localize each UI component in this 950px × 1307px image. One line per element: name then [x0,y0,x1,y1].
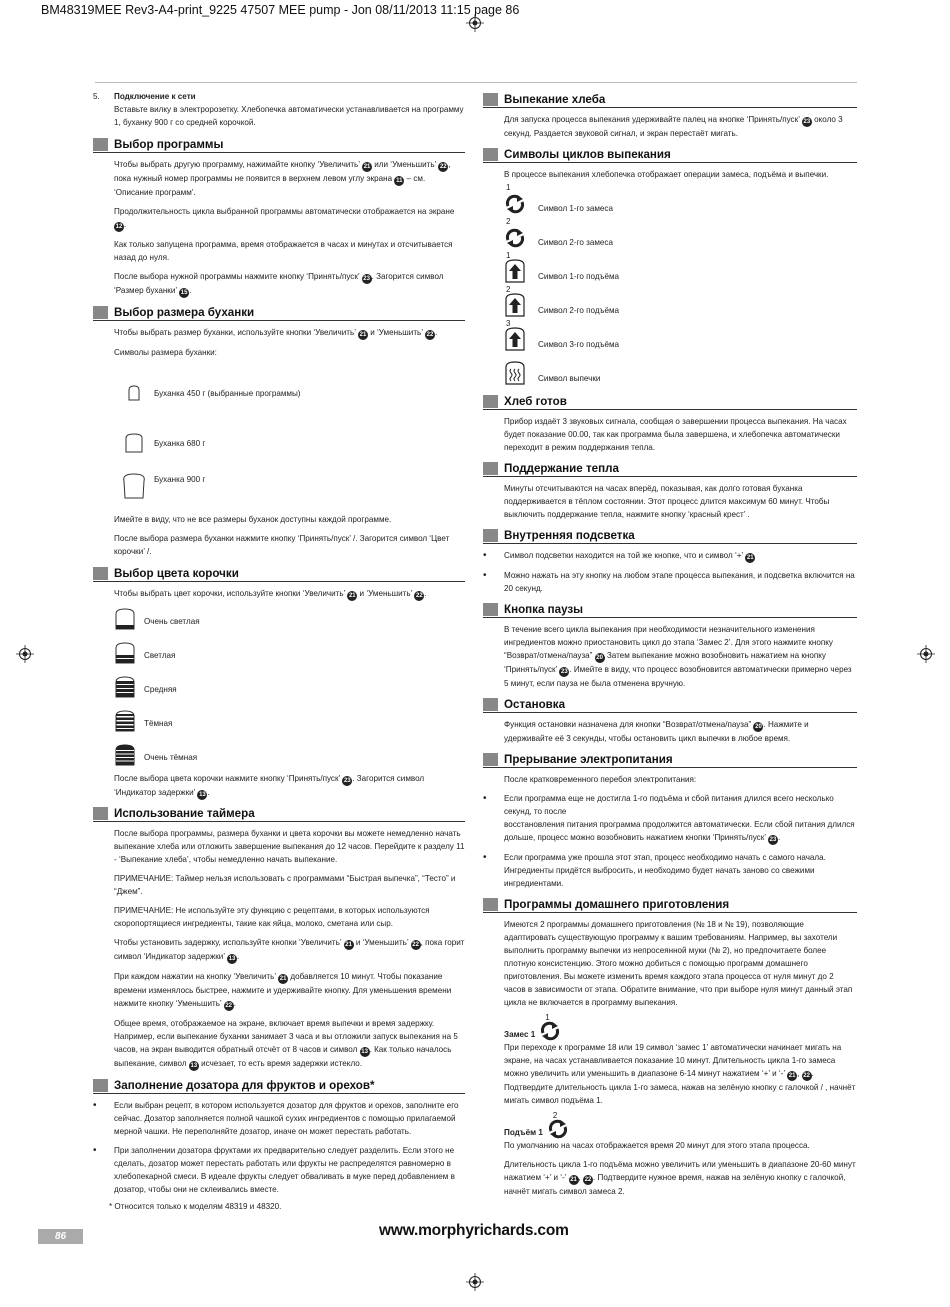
loaf-size-label: Буханка 450 г (выбранные программы) [154,388,301,398]
paragraph: Имейте в виду, что не все размеры буханок доступны каждой программе. [114,515,392,524]
paragraph: Для запуска процесса выпекания удерживайте палец на кнопке ‘Принять/пуск’ 23 около 3 секунд. Раздается звуковой сигнал, и экран перестаёт мигать. [504,115,843,138]
badge-plus: 21 [359,332,367,338]
cycle-symbol-row [483,319,857,353]
badge-minus: 22 [426,332,434,338]
section-heading-loaf: Выбор размера буханки [93,305,465,321]
badge-plus: 21 [345,942,352,948]
cycle-symbol-row [483,285,857,319]
registration-mark-icon [466,14,484,32]
loaf-small-icon [127,385,141,401]
badge-minus: 22 [439,164,447,170]
paragraph: В процессе выпекания хлебопечка отображает операции замеса, подъёма и выпечки. [504,170,829,179]
section-home [483,918,857,1198]
paragraph: При переходе к программе 18 или 19 символ ‘замес 1’ автоматически начинает мигать на экране, на часах устанавливается показание 10 минут. Длительность цикла 1-го замеса можно увеличить или уменьшить в диапазоне 6-14 минут нажатием ‘+’ и ‘-’ 21 , 22 . [504,1043,842,1079]
paragraph: После выбора программы, размера буханки и цвета корочки вы можете немедленно начать выпекание хлеба или отложить завершение выпекания до 12 часов. Перейдите к разделу 11 - ‘Выпекание хлеба’, чтобы немедленно начать выпекание. [114,829,465,864]
paragraph: Чтобы выбрать размер буханки, используйте кнопки ‘Увеличить’ 21 и ‘Уменьшить’ 22 . [114,328,438,338]
badge-program-no: 11 [396,178,403,184]
cycle-number: 1 [545,1013,550,1022]
section-stop [483,718,857,745]
subheading: Подъём 1 [504,1128,543,1137]
crust-dark-icon [114,710,136,732]
crust-row [93,706,465,740]
bullet-item: • Если выбран рецепт, в котором используется дозатор для фруктов и орехов, заполните его сейчас. Дозатор заполняется полной чашкой сухих ингредиентов с помощью прилагаемой мерной чашки. Не переполняйте дозатор, иначе он может перестать работать. [93,1099,465,1138]
paragraph: Как только запущена программа, время отображается в часах и минутах и отсчитывается назад до нуля. [114,240,453,262]
paragraph: Прибор издаёт 3 звуковых сигнала, сообщая о завершении процесса выпекания. На часах будет показание 00.00, так как программа была завершена, и хлебопечка автоматически переходит в режим поддержания тепла. [504,417,847,452]
badge-delay: 13 [190,1063,198,1069]
badge-plus: 21 [363,164,371,170]
knead-icon [539,1021,561,1041]
badge-plus: 21 [279,976,287,982]
section-heading-baking: Выпекание хлеба [483,92,857,108]
crust-label: Средняя [144,684,177,694]
section-heading-cycles: Символы циклов выпекания [483,147,857,163]
badge-pause: 20 [596,655,603,661]
website-url: www.morphyrichards.com [379,1222,569,1239]
paragraph: Имеются 2 программы домашнего приготовления (№ 18 и № 19), позволяющие адаптировать существующую программу к вашим требованиям. Например, вы захотели выполнить программу выпечки из непросеянной муки (№ 2), но предпочитаете более плотную консистенцию. Этого можно добиться с помощью программ домашнего приготовления. Вы можете изменить время каждого этапа процесса от нуля минут до 2 часов в зависимости от этапа. Обратите внимание, что при выборе нуля минут данный этап цикла не включается в программу выпекания. [504,920,853,1007]
paragraph: По умолчанию на часах отображается время 20 минут для этого этапа процесса. [504,1141,810,1150]
section-heading-warm: Поддержание тепла [483,461,857,477]
paragraph: Длительность цикла 1-го подъёма можно увеличить или уменьшить в диапазоне 20-60 минут нажатием ‘+’ и ‘-’ 21 , 22 . Подтвердите нужное время, нажав на зелёную кнопку с галочкой, начнёт мигать символ замеса 2. [504,1160,856,1196]
paragraph: После кратковременного перебоя электропитания: [504,775,697,784]
knead-icon [547,1119,569,1139]
rise-icon [504,327,526,351]
step-5 [93,90,465,129]
section-heading-light: Внутренняя подсветка [483,528,857,544]
cycle-label: Символ 1-го замеса [538,204,613,213]
badge-start: 23 [561,669,568,675]
crust-very-dark-icon [114,744,136,766]
paragraph: В течение всего цикла выпекания при необходимости незначительного изменения ингредиентов можно приостановить цикл до этапа ‘Замес 2’. Для этого нажмите кнопку “Возврат/отмена/пауза” 20 Затем выпекание можно возобновить нажатием на кнопку ‘Принять/пуск’ 23 . Имейте в виду, что процесс возобновится автоматически примерно через 5 минут, если пауза не была отменена вручную. [504,625,852,688]
paragraph: При каждом нажатии на кнопку ‘Увеличить’ 21 добавляется 10 минут. Чтобы показание времени изменялось быстрее, нажмите и удерживайте кнопку. Для уменьшения времени нажмите кнопку ‘Уменьшить’ 22 . [114,972,452,1009]
paragraph: Минуты отсчитываются на часах вперёд, показывая, как долго готовая буханка поддерживается в тёплом состоянии. Этот процесс длится максимум 60 минут. Чтобы выключить поддержание тепла, нажмите кнопку ‘красный крест’ . [504,484,830,519]
paragraph: После выбора цвета корочки нажмите кнопку ‘Принять/пуск’ 23 . Загорится символ ‘Индикатор задержки’ 13 . [114,774,425,798]
section-heading-timer: Использование таймера [93,806,465,822]
section-heading-crust: Выбор цвета корочки [93,566,465,582]
badge-minus: 22 [584,1177,592,1183]
footnote: * Относится только к моделям 48319 и 48320. [109,1202,282,1211]
paragraph: После выбора нужной программы нажмите кнопку ‘Принять/пуск’ 23 . Загорится символ ‘Размер буханки’ 15 . [114,272,444,296]
badge-loaf-size: 15 [180,290,188,296]
badge-minus: 22 [412,942,419,948]
badge-plus: 21 [746,555,754,561]
badge-duration: 12 [115,224,123,230]
section-pause [483,623,857,690]
knead-icon [504,194,526,214]
section-heading-ready: Хлеб готов [483,394,857,410]
registration-mark-icon [917,645,935,663]
crust-row [93,638,465,672]
bullet-item: • Если программа уже прошла этот этап, процесс необходимо начать с самого начала. Ингредиенты придётся выбросить, и необходимо будет начать заново со свежими ингредиентами. [483,851,857,890]
section-warm [483,482,857,521]
cycle-number: 2 [506,217,511,226]
section-dispenser [93,1099,465,1213]
rise-icon [504,293,526,317]
right-column [483,90,857,1198]
cycle-symbol-row [483,353,857,387]
bullet-item: • При заполнении дозатора фруктами их предварительно следует разделить. Если этого не сделать, дозатор может перестать работать или фрукты не распределятся равномерно в хлебопекарной смеси. В идеале фрукты следует обваливать в муке перед добавлением в дозатор, чтобы они не склеивались вместе. [93,1144,465,1196]
step-title: Подключение к сети [114,92,196,101]
paragraph: ПРИМЕЧАНИЕ: Не используйте эту функцию с рецептами, в которых используются скоропортящиеся ингредиенты, такие как яйца, молоко, сметана или сыр. [114,906,430,928]
bullet-item: • Можно нажать на эту кнопку на любом этапе процесса выпекания, и подсветка включится на 20 секунд. [483,569,857,595]
paragraph: ПРИМЕЧАНИЕ: Таймер нельзя использовать с программами “Быстрая выпечка”, “Тесто” и “Джем”. [114,874,456,896]
paragraph: Чтобы установить задержку, используйте кнопки ‘Увеличить’ 21 и ‘Уменьшить’ 22 , пока горит символ ‘Индикатор задержки’ 13 . [114,938,465,962]
section-program [93,158,465,298]
section-heading-pause: Кнопка паузы [483,602,857,618]
paragraph: После выбора размера буханки нажмите кнопку ‘Принять/пуск’ /. Загорится символ ‘Цвет корочки’ /. [114,534,450,556]
cycle-number: 2 [552,1111,558,1120]
cycle-label: Символ выпечки [538,374,601,383]
knead-icon [504,228,526,248]
loaf-medium-icon [124,433,144,453]
knead-1-title-row [504,1015,857,1041]
section-power [483,773,857,890]
print-slug: BM48319MEE Rev3-A4-print_9225 47507 MEE pump - Jon 08/11/2013 11:15 page 86 [41,3,520,17]
section-ready [483,415,857,454]
badge-start: 23 [363,276,370,282]
cycle-number: 1 [506,183,511,192]
paragraph: Символы размера буханки: [114,348,217,357]
step-text: Вставьте вилку в электророзетку. Хлебопечка автоматически устанавливается на программу 1, буханку 900 г со средней корочкой. [114,105,464,127]
badge-delay: 13 [228,956,236,962]
loaf-size-row [93,373,465,413]
paragraph: Продолжительность цикла выбранной программы автоматически отображается на экране 12 . [114,207,455,230]
cycle-label: Символ 2-го подъёма [538,306,620,315]
registration-mark-icon [16,645,34,663]
badge-minus: 22 [416,593,423,599]
badge-plus: 21 [788,1073,796,1079]
crust-list [93,604,465,774]
cycle-symbol-row [483,251,857,285]
badge-plus: 21 [348,593,356,599]
section-heading-home: Программы домашнего приготовления [483,897,857,913]
paragraph: Общее время, отображаемое на экране, включает время выпечки и время задержку. Например, если выпекание буханки занимает 3 часа и вы отложили запуск выпекания на 5 часов, на экран выводится обратный отсчёт от 8 часов и символ 13 . Как только началось выпекание, символ 13 исчезает, то есть время задержки истекло. [114,1019,458,1069]
section-heading-dispenser: Заполнение дозатора для фруктов и орехов* [93,1078,465,1094]
crust-row [93,740,465,774]
cycle-number: 2 [506,285,511,294]
badge-plus: 21 [570,1177,577,1183]
paragraph: Функция остановки назначена для кнопки “Возврат/отмена/пауза” 20 . Нажмите и удерживайте её 3 секунды, чтобы остановить цикл выпечки в любое время. [504,720,809,743]
registration-mark-icon [466,1273,484,1291]
crust-label: Очень светлая [144,616,200,626]
section-heading-stop: Остановка [483,697,857,713]
badge-delay: 13 [199,792,206,798]
left-column [93,90,465,1213]
cycle-label: Символ 1-го подъёма [538,272,620,281]
cycle-symbol-row [483,183,857,217]
loaf-size-label: Буханка 680 г [154,438,206,448]
section-cycles [483,168,857,387]
crust-label: Светлая [144,650,176,660]
section-baking [483,113,857,140]
section-timer [93,827,465,1071]
loaf-size-label: Буханка 900 г [154,475,206,484]
section-heading-power: Прерывание электропитания [483,752,857,768]
bullet-item: • Символ подсветки находится на той же кнопке, что и символ ‘+’ 21 [483,549,857,563]
crust-very-light-icon [114,608,136,630]
paragraph: Чтобы выбрать другую программу, нажимайте кнопку ‘Увеличить’ 21 или ‘Уменьшить’ 22 , пока нужный номер программы не появится в верхнем левом углу экрана 11 – см. ‘Описание программ’. [114,160,451,197]
top-rule [95,82,857,83]
rise-icon [504,259,526,283]
crust-row [93,604,465,638]
bullet-item: • Если программа еще не достигла 1-го подъёма и сбой питания длился всего несколько секунд, то после восстановления питания программа продолжится автоматически. Если сбой питания длился дольше, процесс можно возобновить нажатием кнопки ‘Принять/пуск’ 23 . [483,792,857,845]
crust-label: Тёмная [144,718,173,728]
badge-delay: 13 [361,1049,368,1055]
badge-start: 23 [769,837,777,843]
subheading: Замес 1 [504,1030,536,1039]
cycle-label: Символ 2-го замеса [538,238,613,247]
paragraph: Подтвердите длительность цикла 1-го замеса, нажав на зелёную кнопку с галочкой / , начнёт мигать символ подъёма 1. [504,1083,856,1105]
page-number: 86 [38,1229,83,1244]
section-heading-program: Выбор программы [93,137,465,153]
section-loaf [93,326,465,558]
loaf-size-row [93,473,465,509]
cycle-number: 3 [506,319,511,328]
badge-start: 23 [343,778,351,784]
badge-start: 23 [803,119,811,125]
cycle-symbol-row [483,217,857,251]
rise-1-title-row [504,1113,857,1139]
cycle-number: 1 [506,251,511,260]
crust-medium-icon [114,676,136,698]
section-crust [93,587,465,800]
badge-minus: 22 [225,1003,233,1009]
loaf-large-icon [121,473,147,499]
bake-icon [504,361,526,385]
loaf-size-row [93,413,465,473]
section-light [483,549,857,595]
crust-row [93,672,465,706]
step-number: 5. [93,92,100,101]
badge-pause: 20 [755,724,762,730]
crust-label: Очень тёмная [144,752,198,762]
cycle-label: Символ 3-го подъёма [538,340,620,349]
crust-light-icon [114,642,136,664]
paragraph: Чтобы выбрать цвет корочки, используйте кнопки ‘Увеличить’ 21 и ‘Уменьшить’ 22 . [114,589,427,599]
badge-minus: 22 [803,1073,810,1079]
